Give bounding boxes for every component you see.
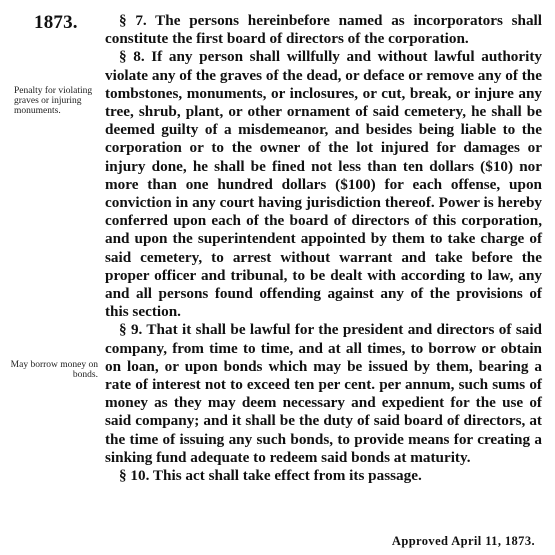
margin-note-borrow: May borrow money on bonds. [10,360,98,380]
year-heading: 1873. [34,12,78,33]
section-8: § 8. If any person shall willfully and without lawful authority violate any of the graves of the dead, or deface or remove any of the tombstones, monuments, or inclosures, or cut, break, or injure any tree, shrub, plant, or other ornament of said cemetery, he shall be deemed guilty of a misdemeanor, and besides being liable to the corporation or to the owner of the lot injured for damages or injury done, he shall be fined not less than ten dollars ($10) nor more than one hundred dollars ($100) for each offense, upon conviction in any court having jurisdiction thereof. Power is hereby conferred upon each of the board of directors of this corporation, and upon the superintendent appointed by them to take charge of said cemetery, to arrest without warrant and take before the proper officer and tribunal, to be dealt with according to law, any and all persons found offending against any of the provisions of this section. [105,48,542,321]
section-9: § 9. That it shall be lawful for the president and directors of said company, from time to time, and at all times, to borrow or obtain on loan, or upon bonds which may be issued by them, bearing a rate of interest not to exceed ten per cent. per annum, such sums of money as they may deem necessary and expedient for the use of said company; and it shall be the duty of said board of directors, at the time of issuing any such bonds, to provide means for creating a sinking fund adequate to redeem said bonds at maturity. [105,321,542,466]
section-7: § 7. The persons hereinbefore named as incorporators shall constitute the first board of directors of the corporation. [105,12,542,48]
section-10: § 10. This act shall take effect from its passage. [119,467,422,485]
approval-line: Approved April 11, 1873. [391,534,535,548]
margin-note-penalty: Penalty for violating graves or injuring monuments. [14,86,93,116]
statute-body [105,12,542,485]
